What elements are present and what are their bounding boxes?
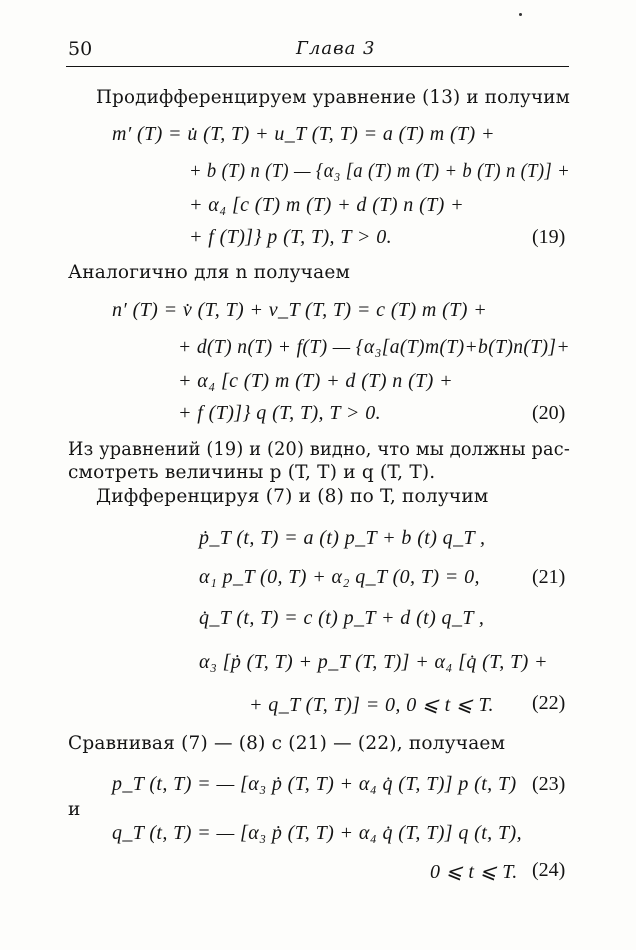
- eq22-number: (22): [532, 692, 566, 714]
- eq23-line1: p_T (t, T) = — [α₃ ṗ (T, T) + α₄ q̇ (T, T)] p (t, T): [112, 773, 517, 795]
- running-head: Глава 3: [296, 38, 376, 59]
- paragraph-note-line1: Из уравнений (19) и (20) видно, что мы должны рас-: [68, 439, 570, 460]
- eq19-number: (19): [532, 226, 566, 248]
- eq24-number: (24): [532, 859, 566, 881]
- eq22-line3: + q_T (T, T)] = 0, 0 ⩽ t ⩽ T.: [249, 694, 494, 716]
- conjunction: и: [68, 799, 81, 820]
- ink-speck: [519, 13, 522, 16]
- eq21-line1: ṗ_T (t, T) = a (t) p_T + b (t) q_T ,: [199, 527, 486, 549]
- page-number: 50: [68, 38, 93, 60]
- eq22-line1: q̇_T (t, T) = c (t) p_T + d (t) q_T ,: [199, 607, 485, 629]
- header-rule: [66, 66, 569, 67]
- paragraph-differentiate: Дифференцируя (7) и (8) по T, получим: [96, 486, 489, 507]
- eq20-line2: + d(T) n(T) + f(T) — {α₃[a(T)m(T)+b(T)n(T)]+: [178, 336, 570, 358]
- eq19-line1: m′ (T) = u̇ (T, T) + u_T (T, T) = a (T) m (T) +: [112, 123, 495, 145]
- eq23-number: (23): [532, 773, 566, 795]
- paragraph-compare: Сравнивая (7) — (8) с (21) — (22), получаем: [68, 733, 506, 754]
- eq24-line1: q_T (t, T) = — [α₃ ṗ (T, T) + α₄ q̇ (T, T)] q (t, T),: [112, 822, 522, 844]
- eq20-number: (20): [532, 402, 566, 424]
- eq22-line2: α₃ [ṗ (T, T) + p_T (T, T)] + α₄ [q̇ (T, T) +: [199, 651, 548, 673]
- eq19-line2: + b (T) n (T) — {α₃ [a (T) m (T) + b (T) n (T)] +: [189, 160, 570, 182]
- eq20-line1: n′ (T) = v̇ (T, T) + v_T (T, T) = c (T) m (T) +: [112, 299, 488, 321]
- eq19-line4: + f (T)]} p (T, T), T > 0.: [189, 226, 393, 248]
- eq21-number: (21): [532, 566, 566, 588]
- eq20-line3: + α₄ [c (T) m (T) + d (T) n (T) +: [178, 370, 454, 392]
- paragraph-note-line2: смотреть величины p (T, T) и q (T, T).: [68, 462, 436, 483]
- eq24-line2: 0 ⩽ t ⩽ T.: [430, 861, 518, 883]
- eq20-line4: + f (T)]} q (T, T), T > 0.: [178, 402, 382, 424]
- eq19-line3: + α₄ [c (T) m (T) + d (T) n (T) +: [189, 194, 465, 216]
- paragraph-analog: Аналогично для n получаем: [68, 262, 351, 283]
- paragraph-intro: Продифференцируем уравнение (13) и получим: [96, 87, 570, 108]
- eq21-line2: α₁ p_T (0, T) + α₂ q_T (0, T) = 0,: [199, 566, 480, 588]
